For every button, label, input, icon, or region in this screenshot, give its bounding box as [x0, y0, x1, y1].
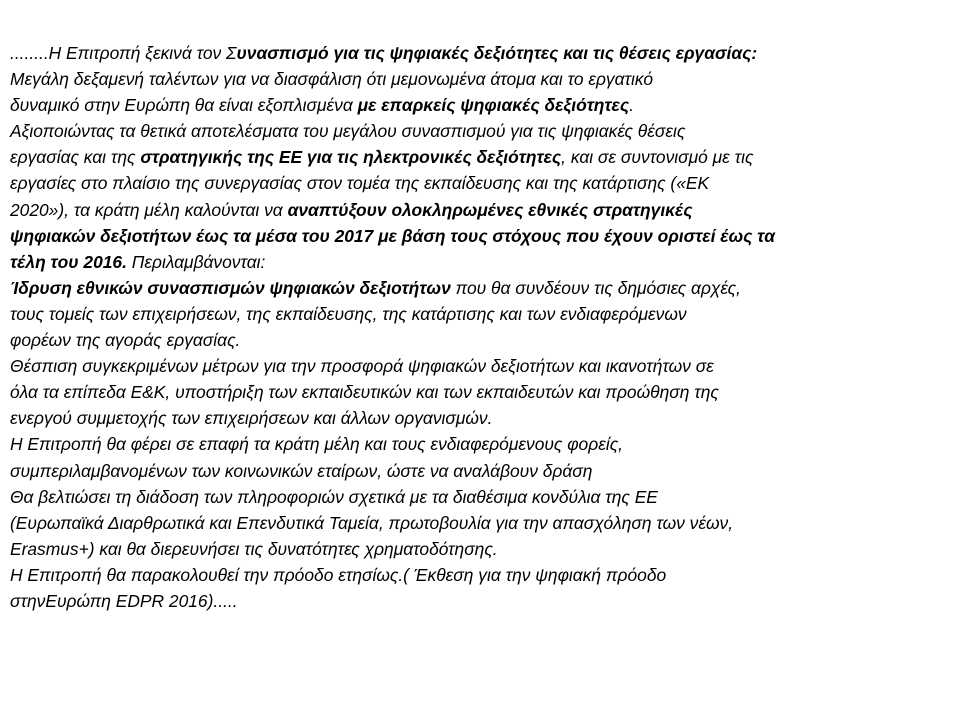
text-span: φορέων της αγοράς εργασίας.: [10, 330, 241, 351]
document-body: [10, 40, 950, 614]
text-line: [10, 327, 950, 353]
text-span: , και σε συντονισμό με τις: [561, 147, 754, 168]
bold-text: αναπτύξουν ολοκληρωμένες εθνικές στρατηγικές: [287, 199, 693, 220]
text-span: 2020»), τα κράτη μέλη καλούνται να: [10, 199, 288, 220]
text-line: [10, 249, 950, 275]
text-line: [10, 275, 950, 301]
text-line: [10, 458, 950, 484]
text-span: Η Επιτροπή θα φέρει σε επαφή τα κράτη μέλη και τους ενδιαφερόμενους φορείς,: [10, 434, 623, 455]
text-span: εργασίας και της: [10, 147, 141, 168]
bold-text: Ίδρυση εθνικών συνασπισμών ψηφιακών δεξιοτήτων: [10, 277, 451, 298]
text-span: .: [629, 95, 634, 116]
text-line: [10, 40, 950, 66]
text-span: εργασίες στο πλαίσιο της συνεργασίας στον τομέα της εκπαίδευσης και της κατάρτισης («ΕΚ: [10, 173, 710, 194]
bold-text: τέλη του 2016.: [10, 251, 127, 272]
text-span: Περιλαμβάνονται:: [126, 251, 266, 272]
text-line: [10, 588, 950, 614]
text-line: [10, 510, 950, 536]
text-span: δυναμικό στην Ευρώπη θα είναι εξοπλισμένα: [10, 95, 358, 116]
bold-text: με επαρκείς ψηφιακές δεξιότητες: [357, 95, 630, 116]
text-span: ενεργού συμμετοχής των επιχειρήσεων και άλλων οργανισμών.: [10, 408, 493, 429]
text-span: τους τομείς των επιχειρήσεων, της εκπαίδευσης, της κατάρτισης και των ενδιαφερόμενων: [10, 303, 687, 324]
text-line: [10, 197, 950, 223]
bold-text: ψηφιακών δεξιοτήτων έως τα μέσα του 2017 με βάση τους στόχους που έχουν οριστεί έως τα: [10, 225, 776, 246]
text-span: Η Επιτροπή θα παρακολουθεί την πρόοδο ετησίως.( Έκθεση για την ψηφιακή πρόοδο: [10, 564, 667, 585]
text-span: (Ευρωπαϊκά Διαρθρωτικά και Επενδυτικά Ταμεία, πρωτοβουλία για την απασχόληση των νέων,: [10, 512, 734, 533]
text-span: Erasmus+) και θα διερευνήσει τις δυνατότητες χρηματοδότησης.: [10, 538, 498, 559]
text-span: όλα τα επίπεδα Ε&Κ, υποστήριξη των εκπαιδευτικών και των εκπαιδευτών και προώθηση της: [10, 382, 719, 403]
text-line: [10, 118, 950, 144]
text-span: Θέσπιση συγκεκριμένων μέτρων για την προσφορά ψηφιακών δεξιοτήτων και ικανοτήτων σε: [10, 356, 714, 377]
bold-text: στρατηγικής της ΕΕ για τις ηλεκτρονικές δεξιότητες: [140, 147, 562, 168]
text-span: ........Η Επιτροπή ξεκινά τον Σ: [10, 43, 237, 63]
text-line: [10, 562, 950, 588]
text-line: [10, 223, 950, 249]
bold-text: υνασπισμό για τις ψηφιακές δεξιότητες και τις θέσεις εργασίας:: [236, 43, 758, 63]
text-line: [10, 353, 950, 379]
text-line: [10, 484, 950, 510]
text-span: Μεγάλη δεξαμενή ταλέντων για να διασφάλιση ότι μεμονωμένα άτομα και το εργατικό: [10, 69, 654, 90]
text-line: [10, 536, 950, 562]
text-line: [10, 379, 950, 405]
text-span: Αξιοποιώντας τα θετικά αποτελέσματα του μεγάλου συνασπισμού για τις ψηφιακές θέσεις: [10, 121, 686, 142]
text-span: συμπεριλαμβανομένων των κοινωνικών εταίρων, ώστε να αναλάβουν δράση: [10, 460, 593, 481]
text-line: [10, 301, 950, 327]
text-line: [10, 431, 950, 457]
text-span: Θα βελτιώσει τη διάδοση των πληροφοριών σχετικά με τα διαθέσιμα κονδύλια της ΕΕ: [10, 486, 658, 507]
text-span: στηνΕυρώπη EDPR 2016).....: [10, 590, 238, 611]
text-line: [10, 66, 950, 92]
text-line: [10, 92, 950, 118]
text-line: [10, 405, 950, 431]
text-line: [10, 144, 950, 170]
text-span: που θα συνδέουν τις δημόσιες αρχές,: [450, 277, 741, 298]
text-line: [10, 170, 950, 196]
